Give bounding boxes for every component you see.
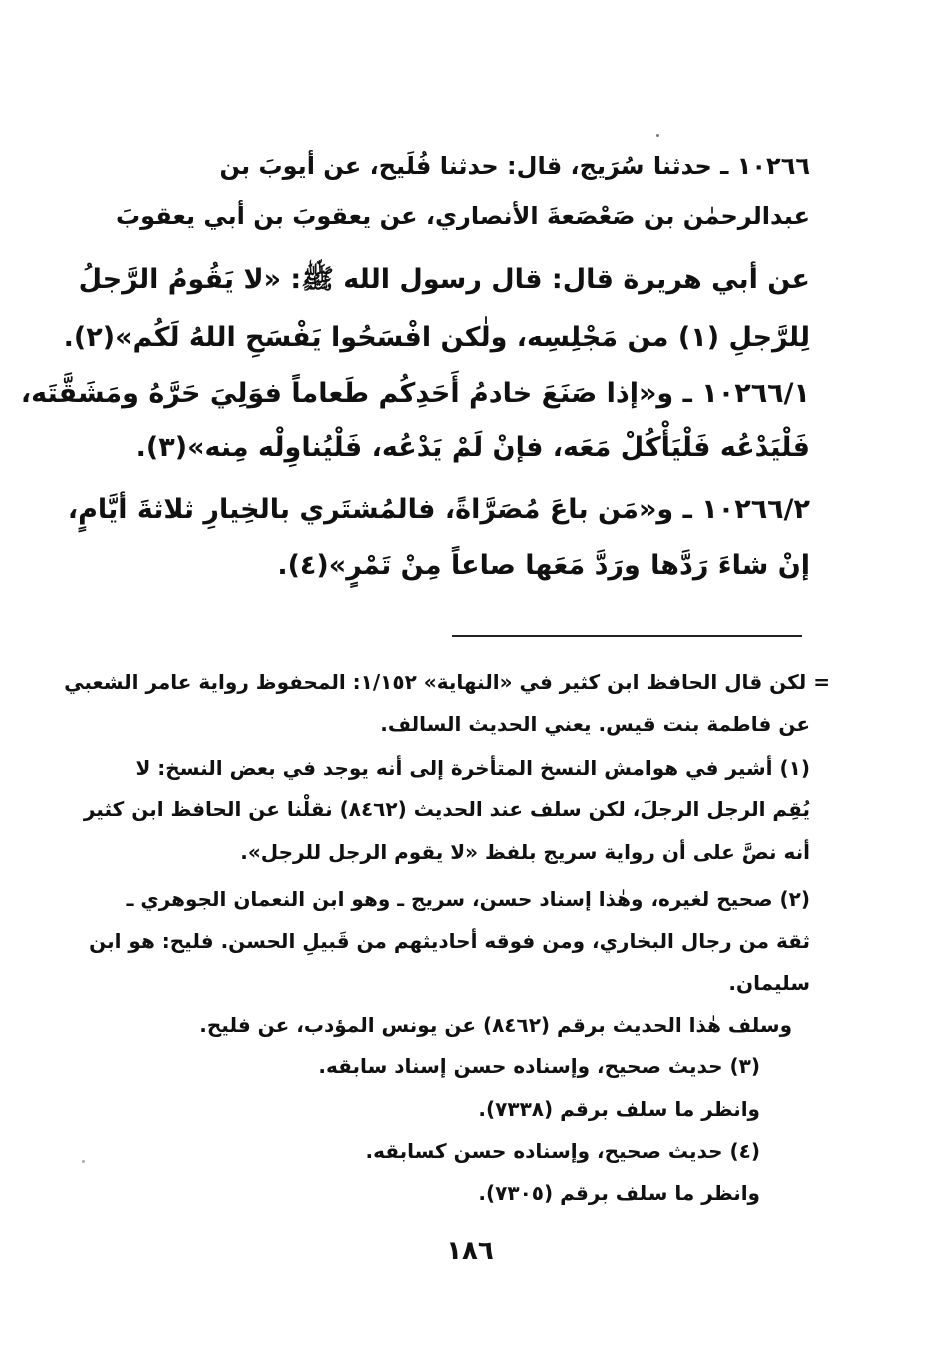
footnote-line: (٣) حديث صحيح، وإسناده حسن إسناد سابقه. <box>318 1054 760 1078</box>
footnote-line: وانظر ما سلف برقم (٧٣٠٥). <box>478 1181 760 1205</box>
hadith-line: ١٠٢٦٦/١ ـ و«إذا صَنَعَ خادمُ أَحَدِكُم طَعاماً فوَلِيَ حَرَّهُ ومَشَقَّتَه، <box>20 378 810 409</box>
hadith-line: فَلْيَدْعُه فَلْيَأْكُلْ مَعَه، فإنْ لَمْ يَدْعُه، فَلْيُناوِلْه مِنه»(٣). <box>135 432 810 463</box>
page-number: ١٨٦ <box>446 1236 494 1266</box>
footnote-line: سليمان. <box>728 971 810 995</box>
hadith-line: إنْ شاءَ رَدَّها ورَدَّ مَعَها صاعاً مِنْ تَمْرٍ»(٤). <box>277 550 810 581</box>
hadith-line: عبدالرحمٰن بن صَعْصَعةَ الأنصاري، عن يعقوبَ بن أبي يعقوبَ <box>116 202 810 230</box>
footnote-line: (١) أشير في هوامش النسخ المتأخرة إلى أنه يوجد في بعض النسخ: لا <box>135 756 810 780</box>
hadith-line: عن أبي هريرة قال: قال رسول الله ﷺ: «لا يَقُومُ الرَّجلُ <box>78 264 810 295</box>
hadith-line: ١٠٢٦٦ ـ حدثنا سُرَيج، قال: حدثنا فُلَيح، عن أيوبَ بن <box>219 152 810 180</box>
scan-speck <box>82 1160 85 1163</box>
footnote-line: عن فاطمة بنت قيس. يعني الحديث السالف. <box>380 712 810 736</box>
footnote-line: أنه نصَّ على أن رواية سريج بلفظ «لا يقوم الرجل للرجل». <box>240 840 810 864</box>
footnote-line: يُقِم الرجل الرجلَ، لكن سلف عند الحديث (٨٤٦٢) نقلْنا عن الحافظ ابن كثير <box>83 797 810 821</box>
scan-speck <box>656 134 659 137</box>
hadith-line: لِلرَّجلِ (١) من مَجْلِسِه، ولٰكن افْسَحُوا يَفْسَحِ اللهُ لَكُم»(٢). <box>63 322 810 353</box>
footnote-line: ثقة من رجال البخاري، ومن فوقه أحاديثهم من قَبيلِ الحسن. فليح: هو ابن <box>89 929 810 953</box>
footnote-line: (٢) صحيح لغيره، وهٰذا إسناد حسن، سريج ـ وهو ابن النعمان الجوهري ـ <box>126 887 810 911</box>
footnote-line: وسلف هٰذا الحديث برقم (٨٤٦٢) عن يونس المؤدب، عن فليح. <box>199 1013 792 1037</box>
footnote-line: = لكن قال الحافظ ابن كثير في «النهاية» ١/١٥٢: المحفوظ رواية عامر الشعبي <box>64 670 830 694</box>
footnote-line: (٤) حديث صحيح، وإسناده حسن كسابقه. <box>365 1139 760 1163</box>
footnote-line: وانظر ما سلف برقم (٧٣٣٨). <box>478 1097 760 1121</box>
hadith-line: ١٠٢٦٦/٢ ـ و«مَن باعَ مُصَرَّاةً، فالمُشتَري بالخِيارِ ثلاثةَ أيَّامٍ، <box>67 494 810 525</box>
footnote-divider <box>452 635 802 637</box>
